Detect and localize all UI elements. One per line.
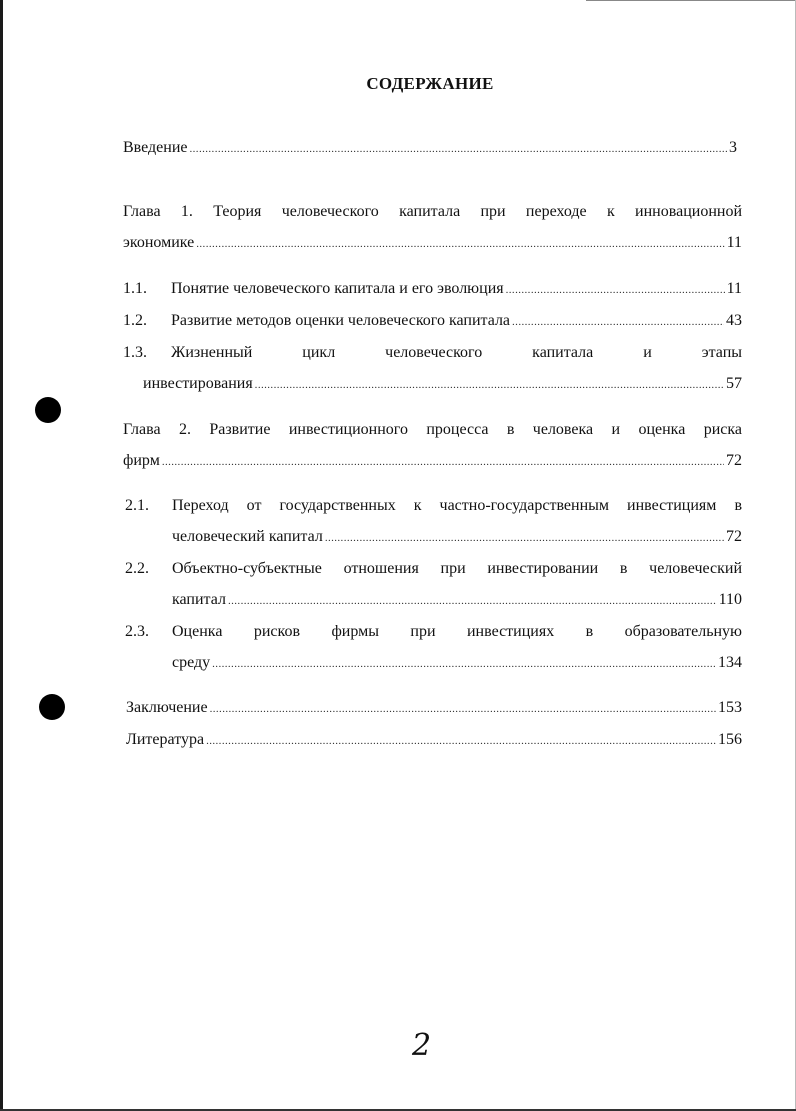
toc-chapter1-title-line2[interactable] xyxy=(123,234,742,252)
toc-section-1-1[interactable] xyxy=(171,280,742,298)
toc-section-2-1-line2[interactable] xyxy=(172,528,742,546)
toc-entry-label: капитал xyxy=(172,591,226,608)
toc-page-number: 156 xyxy=(718,731,742,748)
toc-entry-label: Заключение xyxy=(126,699,208,716)
toc-entry-label: Понятие человеческого капитала и его эволюция xyxy=(171,280,504,297)
toc-section-number: 1.1. xyxy=(123,280,147,297)
toc-section-number: 2.2. xyxy=(125,560,149,577)
toc-chapter2-title-line1[interactable]: Глава 2. Развитие инвестиционного процесса в человека и оценка риска xyxy=(123,421,742,438)
toc-section-2-3-line1[interactable]: Оценка рисков фирмы при инвестициях в образовательную xyxy=(172,623,742,640)
leader-dots xyxy=(212,654,716,672)
toc-page-number: 72 xyxy=(726,528,742,545)
toc-page-number: 43 xyxy=(726,312,742,329)
toc-page-number: 11 xyxy=(726,234,742,251)
toc-section-1-2[interactable] xyxy=(171,312,742,330)
toc-section-number: 2.1. xyxy=(125,497,149,514)
toc-entry-label: человеческий капитал xyxy=(172,528,323,545)
toc-entry-label: экономике xyxy=(123,234,195,251)
toc-section-2-2-line1[interactable]: Объектно-субъектные отношения при инвестировании в человеческий xyxy=(172,560,742,577)
leader-dots xyxy=(506,280,725,298)
handwritten-page-number: 2 xyxy=(412,1028,432,1063)
toc-entry-label: Литература xyxy=(126,731,205,748)
leader-dots xyxy=(512,312,724,330)
toc-section-1-3-line2[interactable] xyxy=(143,375,742,393)
toc-page-number: 11 xyxy=(726,280,742,297)
scan-top-edge xyxy=(586,0,796,1)
toc-page-number: 110 xyxy=(718,591,742,608)
toc-page-number: 72 xyxy=(726,452,742,469)
page-title: СОДЕРЖАНИЕ xyxy=(366,74,494,93)
toc-entry-label: Развитие методов оценки человеческого капитала xyxy=(171,312,511,329)
toc-chapter1-title-line1[interactable]: Глава 1. Теория человеческого капитала при переходе к инновационной xyxy=(123,203,742,220)
toc-page-number: 153 xyxy=(718,699,742,716)
punch-hole-bottom xyxy=(39,694,65,720)
leader-dots xyxy=(162,452,724,470)
leader-dots xyxy=(210,699,716,717)
toc-entry-conclusion[interactable] xyxy=(126,699,742,717)
toc-entry-intro[interactable] xyxy=(123,139,737,157)
toc-entry-label: инвестирования xyxy=(143,375,253,392)
toc-section-1-3-line1[interactable]: Жизненный цикл человеческого капитала и этапы xyxy=(171,344,742,361)
toc-page-number: 3 xyxy=(729,139,737,156)
leader-dots xyxy=(190,139,728,157)
toc-entry-literature[interactable] xyxy=(126,731,742,749)
toc-section-number: 2.3. xyxy=(125,623,149,640)
leader-dots xyxy=(255,375,724,393)
toc-entry-label: среду xyxy=(172,654,211,671)
leader-dots xyxy=(325,528,724,546)
toc-page-number: 57 xyxy=(726,375,742,392)
leader-dots xyxy=(196,234,724,252)
toc-entry-label: Введение xyxy=(123,139,188,156)
toc-section-number: 1.3. xyxy=(123,344,147,361)
toc-entry-label: фирм xyxy=(123,452,160,469)
toc-section-2-1-line1[interactable]: Переход от государственных к частно-государственным инвестициям в xyxy=(172,497,742,514)
leader-dots xyxy=(228,591,717,609)
scan-left-edge xyxy=(0,0,3,1111)
toc-page-number: 134 xyxy=(718,654,742,671)
toc-section-2-2-line2[interactable] xyxy=(172,591,742,609)
punch-hole-top xyxy=(35,397,61,423)
toc-chapter2-title-line2[interactable] xyxy=(123,452,742,470)
leader-dots xyxy=(206,731,716,749)
toc-section-number: 1.2. xyxy=(123,312,147,329)
toc-section-2-3-line2[interactable] xyxy=(172,654,742,672)
